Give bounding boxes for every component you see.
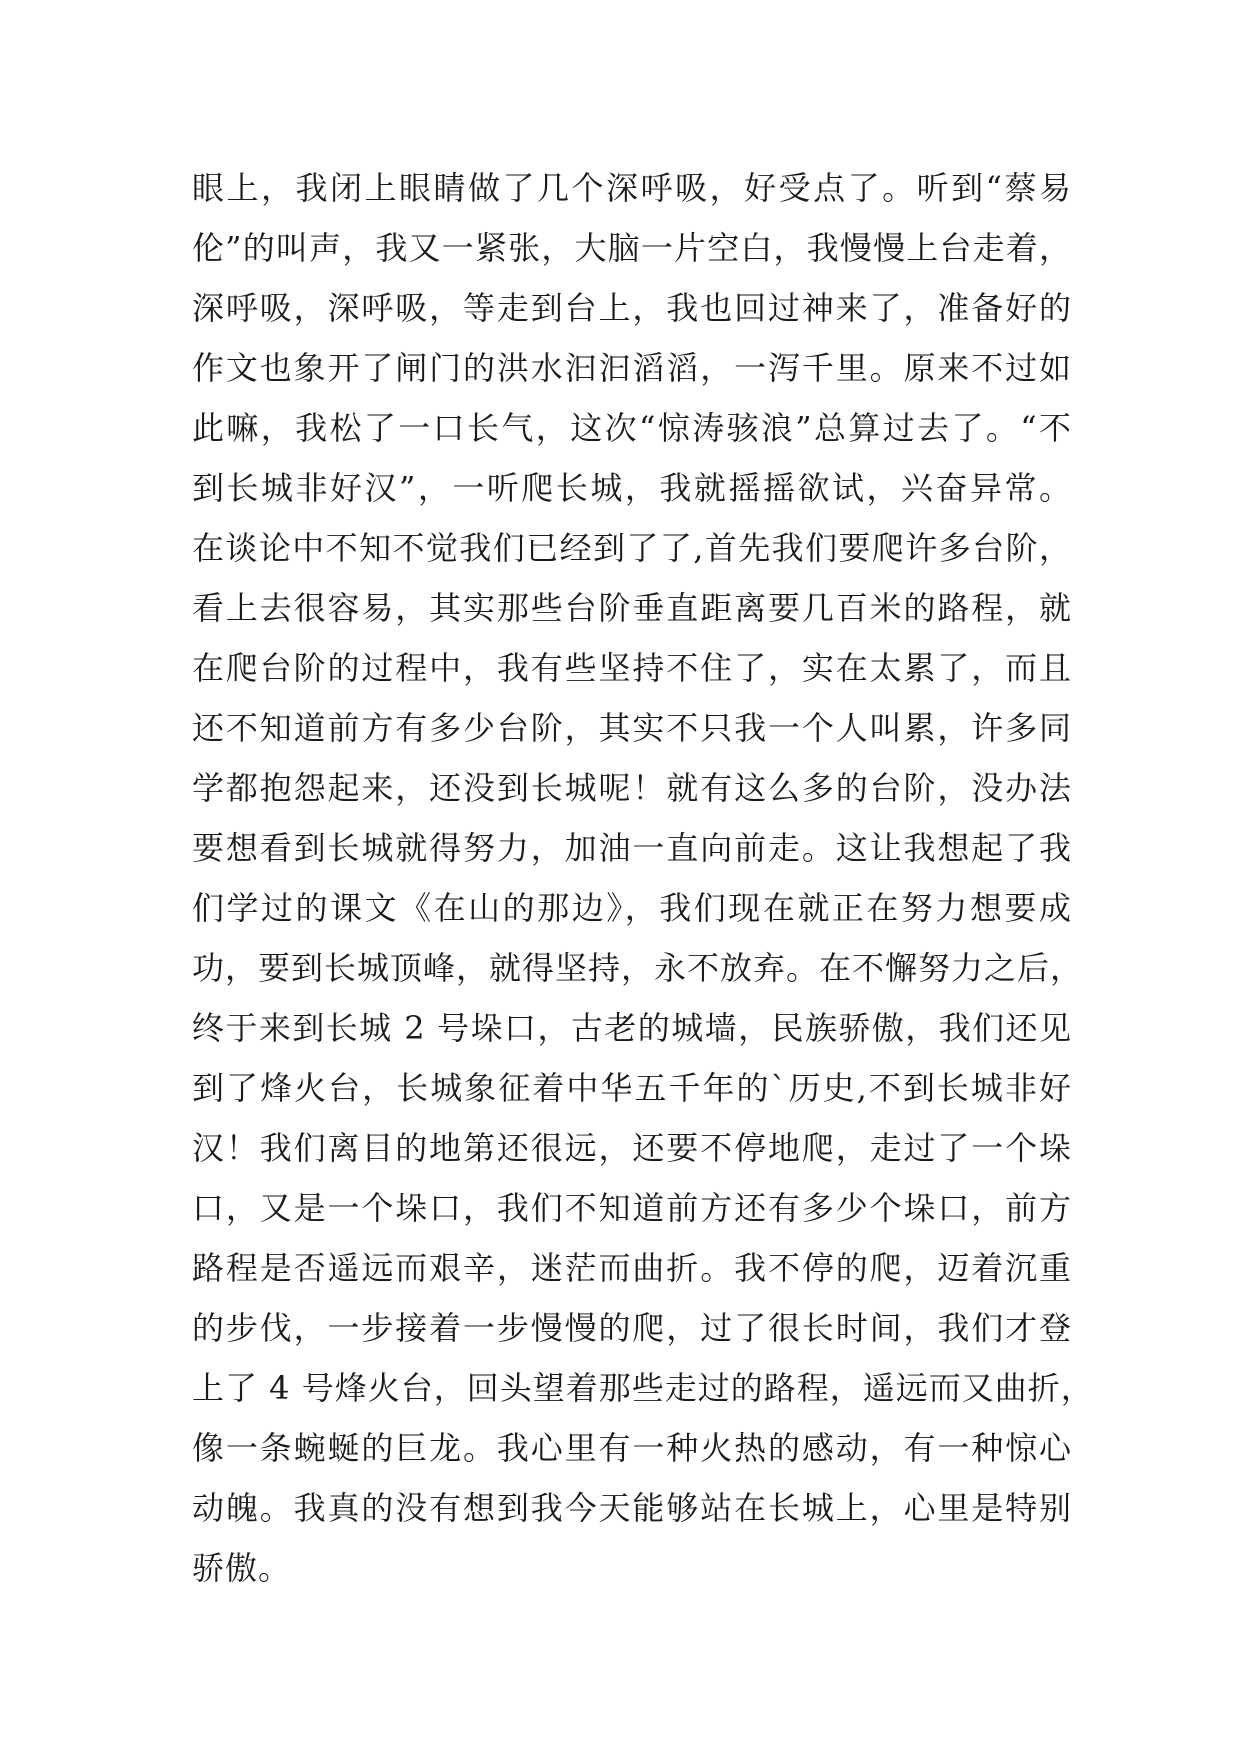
body-text — [192, 158, 1094, 1598]
text-line: 汉！我们离目的地第还很远，还要不停地爬，走过了一个垛 — [192, 1129, 1072, 1167]
text-line: 们学过的课文《在山的那边》，我们现在就正在努力想要成 — [192, 889, 1072, 927]
text-line: 伦”的叫声，我又一紧张，大脑一片空白，我慢慢上台走着， — [192, 229, 1072, 267]
text-line: 路程是否遥远而艰辛，迷茫而曲折。我不停的爬，迈着沉重 — [192, 1249, 1072, 1287]
text-line: 看上去很容易，其实那些台阶垂直距离要几百米的路程，就 — [192, 589, 1072, 627]
text-line: 还不知道前方有多少台阶，其实不只我一个人叫累，许多同 — [192, 709, 1072, 747]
text-line: 终于来到长城 2 号垛口，古老的城墙，民族骄傲，我们还见 — [192, 1009, 1072, 1047]
text-line: 功，要到长城顶峰，就得坚持，永不放弃。在不懈努力之后， — [192, 949, 1084, 987]
text-line: 此嘛，我松了一口长气，这次“惊涛骇浪”总算过去了。“不 — [192, 409, 1072, 447]
text-line: 在爬台阶的过程中，我有些坚持不住了，实在太累了，而且 — [192, 649, 1072, 687]
text-line: 在谈论中不知不觉我们已经到了了,首先我们要爬许多台阶， — [192, 529, 1072, 567]
text-line: 到长城非好汉”，一听爬长城，我就摇摇欲试，兴奋异常。 — [192, 469, 1072, 507]
text-line: 骄傲。 — [192, 1549, 292, 1587]
text-line: 口，又是一个垛口，我们不知道前方还有多少个垛口，前方 — [192, 1189, 1072, 1227]
text-line: 深呼吸，深呼吸，等走到台上，我也回过神来了，准备好的 — [192, 289, 1072, 327]
text-line: 作文也象开了闸门的洪水汩汩滔滔，一泻千里。原来不过如 — [192, 349, 1072, 387]
text-line: 学都抱怨起来，还没到长城呢！就有这么多的台阶，没办法 — [192, 769, 1072, 807]
text-line: 上了 4 号烽火台，回头望着那些走过的路程，遥远而又曲折， — [192, 1369, 1094, 1407]
text-line: 眼上，我闭上眼睛做了几个深呼吸，好受点了。听到“蔡易 — [192, 169, 1072, 207]
text-line: 到了烽火台，长城象征着中华五千年的`历史,不到长城非好 — [192, 1069, 1072, 1107]
text-line: 动魄。我真的没有想到我今天能够站在长城上，心里是特别 — [192, 1489, 1072, 1527]
text-line: 要想看到长城就得努力，加油一直向前走。这让我想起了我 — [192, 829, 1072, 867]
text-line: 像一条蜿蜒的巨龙。我心里有一种火热的感动，有一种惊心 — [192, 1429, 1072, 1467]
text-line: 的步伐，一步接着一步慢慢的爬，过了很长时间，我们才登 — [192, 1309, 1072, 1347]
